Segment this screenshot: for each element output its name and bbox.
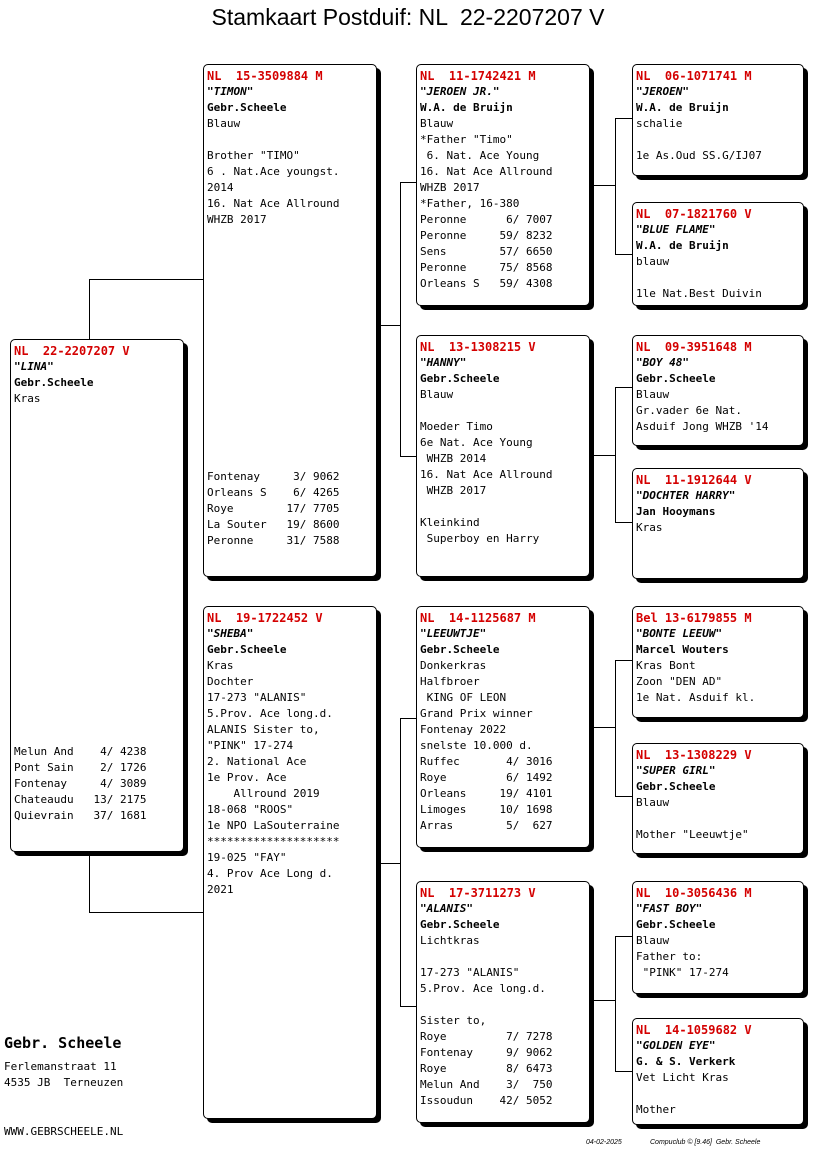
info-line: [636, 270, 803, 286]
info-line: 6 . Nat.Ace youngst.: [207, 165, 340, 178]
result-line: Chateaudu 13/ 2175: [14, 793, 147, 806]
info-line: Father to:: [636, 950, 703, 963]
ring-number: NL 06-1071741 M: [636, 69, 752, 83]
pigeon-name: "JEROEN JR.": [420, 85, 500, 98]
owner-name: Gebr.Scheele: [420, 643, 500, 656]
info-line: 6e Nat. Ace Young: [420, 436, 533, 449]
connector-line: [400, 718, 401, 1006]
info-line: Roye 7/ 7278: [420, 1030, 553, 1043]
info-line: [420, 949, 589, 965]
connector-line: [615, 522, 633, 523]
pigeon-card-mother-father: [416, 606, 590, 848]
pigeon-name: "HANNY": [420, 356, 467, 369]
page-title: Stamkaart Postduif: NL 22-2207207 V: [211, 4, 605, 30]
info-line: "PINK" 17-274: [207, 739, 294, 752]
result-line: Fontenay 3/ 9062: [207, 470, 340, 483]
owner-name: Gebr.Scheele: [420, 372, 500, 385]
info-line: [420, 403, 589, 419]
breeder-city: 4535 JB Terneuzen: [4, 1076, 124, 1089]
owner-name: Gebr.Scheele: [420, 918, 500, 931]
pigeon-card-mff: [632, 606, 804, 718]
result-line: Peronne 31/ 7588: [207, 534, 340, 547]
info-line: 1e NPO LaSouterraine: [207, 819, 340, 832]
info-line: snelste 10.000 d.: [420, 739, 533, 752]
info-line: Blauw: [207, 117, 241, 130]
connector-line: [400, 456, 417, 457]
owner-name: Gebr.Scheele: [207, 643, 287, 656]
owner-name: Gebr.Scheele: [636, 780, 716, 793]
pigeon-name: "SUPER GIRL": [636, 764, 716, 777]
pigeon-name: "GOLDEN EYE": [636, 1039, 716, 1052]
info-line: Kleinkind: [420, 516, 480, 529]
pigeon-name: "DOCHTER HARRY": [636, 489, 736, 502]
info-line: *Father, 16-380: [420, 197, 520, 210]
info-line: Roye 6/ 1492: [420, 771, 553, 784]
results-block: [207, 469, 339, 549]
info-line: *Father "Timo": [420, 133, 513, 146]
pigeon-name: "LINA": [14, 360, 54, 373]
connector-line: [615, 254, 633, 255]
pigeon-name: "ALANIS": [420, 902, 473, 915]
info-line: [207, 132, 376, 148]
connector-line: [615, 387, 633, 388]
info-line: Blauw: [636, 796, 670, 809]
info-line: Gr.vader 6e Nat.: [636, 404, 742, 417]
ring-number: NL 19-1722452 V: [207, 611, 323, 625]
info-line: [420, 997, 589, 1013]
owner-name: Gebr.Scheele: [636, 918, 716, 931]
info-line: 19-025 "FAY": [207, 851, 287, 864]
info-line: 1e Nat. Asduif kl.: [636, 691, 756, 704]
info-line: 5.Prov. Ace long.d.: [420, 982, 546, 995]
software-credit: Compuclub © [9.46] Gebr. Scheele: [650, 1139, 761, 1146]
owner-name: Gebr.Scheele: [14, 376, 94, 389]
info-line: Blauw: [636, 934, 670, 947]
info-line: Blauw: [420, 388, 454, 401]
ring-number: NL 14-1125687 M: [420, 611, 536, 625]
owner-name: W.A. de Bruijn: [636, 239, 729, 252]
pigeon-card-fmf: [632, 335, 804, 446]
breeder-name: Gebr. Scheele: [4, 1034, 122, 1052]
connector-line: [615, 660, 616, 796]
connector-line: [615, 936, 633, 937]
info-line: Asduif Jong WHZB '14: [636, 420, 769, 433]
pigeon-card-father: [203, 64, 377, 577]
info-line: 6. Nat. Ace Young: [420, 149, 540, 162]
info-line: Halfbroer: [420, 675, 480, 688]
pigeon-name: "LEEUWTJE": [420, 627, 487, 640]
ring-number: NL 15-3509884 M: [207, 69, 323, 83]
result-line: Roye 17/ 7705: [207, 502, 340, 515]
info-line: Blauw: [420, 117, 454, 130]
info-line: Lichtkras: [420, 934, 480, 947]
info-line: 2021: [207, 883, 234, 896]
info-line: ALANIS Sister to,: [207, 723, 320, 736]
info-line: Peronne 6/ 7007: [420, 213, 553, 226]
info-line: 4. Prov Ace Long d.: [207, 867, 333, 880]
connector-line: [615, 936, 616, 1071]
connector-line: [615, 1071, 633, 1072]
breeder-street: Ferlemanstraat 11: [4, 1060, 117, 1073]
ring-number: NL 17-3711273 V: [420, 886, 536, 900]
info-line: Grand Prix winner: [420, 707, 533, 720]
info-line: Allround 2019: [207, 787, 320, 800]
ring-number: NL 13-1308229 V: [636, 748, 752, 762]
connector-line: [378, 325, 400, 326]
info-line: 5.Prov. Ace long.d.: [207, 707, 333, 720]
info-line: Mother: [636, 1103, 676, 1116]
owner-name: Jan Hooymans: [636, 505, 716, 518]
result-line: La Souter 19/ 8600: [207, 518, 340, 531]
connector-line: [89, 279, 90, 341]
info-line: [636, 811, 803, 827]
connector-line: [591, 185, 615, 186]
info-line: 16. Nat Ace Allround: [420, 165, 553, 178]
pigeon-card-father-mother: [416, 335, 590, 577]
info-line: WHZB 2017: [420, 484, 487, 497]
pigeon-card-mfm: [632, 743, 804, 854]
info-line: Donkerkras: [420, 659, 487, 672]
pigeon-card-fff: [632, 64, 804, 176]
info-line: Kras: [207, 659, 234, 672]
pigeon-card-ffm: [632, 202, 804, 306]
print-date: 04-02-2025: [586, 1139, 622, 1146]
connector-line: [615, 660, 633, 661]
info-line: 1e Prov. Ace: [207, 771, 287, 784]
info-line: schalie: [636, 117, 683, 130]
info-line: Sister to,: [420, 1014, 487, 1027]
info-line: 17-273 "ALANIS": [207, 691, 307, 704]
pigeon-card-mother-mother: [416, 881, 590, 1123]
results-block: [14, 744, 146, 824]
connector-line: [591, 455, 615, 456]
info-line: [420, 499, 589, 515]
connector-line: [615, 118, 616, 254]
info-line: Zoon "DEN AD": [636, 675, 723, 688]
info-line: Superboy en Harry: [420, 532, 540, 545]
pigeon-card-subject: [10, 339, 184, 852]
info-line: Roye 8/ 6473: [420, 1062, 553, 1075]
info-line: Issoudun 42/ 5052: [420, 1094, 553, 1107]
info-line: Orleans S 59/ 4308: [420, 277, 553, 290]
connector-line: [615, 118, 633, 119]
info-line: 1e As.Oud SS.G/IJ07: [636, 149, 762, 162]
pigeon-name: "BONTE LEEUW": [636, 627, 723, 640]
result-line: Pont Sain 2/ 1726: [14, 761, 147, 774]
connector-line: [400, 182, 401, 456]
info-line: 16. Nat Ace Allround: [207, 197, 340, 210]
info-line: 18-068 "ROOS": [207, 803, 294, 816]
ring-number: NL 13-1308215 V: [420, 340, 536, 354]
info-line: Kras: [636, 521, 663, 534]
info-line: Moeder Timo: [420, 420, 493, 433]
info-line: Kras: [14, 392, 41, 405]
info-line: Fontenay 2022: [420, 723, 507, 736]
pigeon-card-mother: [203, 606, 377, 1119]
connector-line: [400, 182, 417, 183]
info-line: [636, 132, 803, 148]
info-line: Mother "Leeuwtje": [636, 828, 749, 841]
owner-name: Gebr.Scheele: [207, 101, 287, 114]
info-line: Melun And 3/ 750: [420, 1078, 553, 1091]
pigeon-name: "BLUE FLAME": [636, 223, 716, 236]
pigeon-name: "FAST BOY": [636, 902, 703, 915]
pigeon-card-mmf: [632, 881, 804, 994]
info-line: 17-273 "ALANIS": [420, 966, 520, 979]
ring-number: NL 11-1742421 M: [420, 69, 536, 83]
pigeon-card-mmm: [632, 1018, 804, 1125]
ring-number: NL 09-3951648 M: [636, 340, 752, 354]
info-line: 1le Nat.Best Duivin: [636, 287, 762, 300]
ring-number: NL 22-2207207 V: [14, 344, 130, 358]
info-line: 16. Nat Ace Allround: [420, 468, 553, 481]
pigeon-name: "SHEBA": [207, 627, 254, 640]
owner-name: Gebr.Scheele: [636, 372, 716, 385]
breeder-website[interactable]: WWW.GEBRSCHEELE.NL: [4, 1125, 124, 1138]
connector-line: [615, 387, 616, 522]
owner-name: Marcel Wouters: [636, 643, 729, 656]
info-line: WHZB 2014: [420, 452, 487, 465]
ring-number: Bel 13-6179855 M: [636, 611, 752, 625]
ring-number: NL 07-1821760 V: [636, 207, 752, 221]
info-line: Brother "TIMO": [207, 149, 300, 162]
info-line: Orleans 19/ 4101: [420, 787, 553, 800]
info-line: Dochter: [207, 675, 254, 688]
info-line: Limoges 10/ 1698: [420, 803, 553, 816]
info-line: "PINK" 17-274: [636, 966, 729, 979]
ring-number: NL 11-1912644 V: [636, 473, 752, 487]
info-line: Ruffec 4/ 3016: [420, 755, 553, 768]
pigeon-card-fmm: [632, 468, 804, 579]
info-line: Peronne 59/ 8232: [420, 229, 553, 242]
connector-line: [591, 1000, 615, 1001]
connector-line: [89, 853, 90, 912]
owner-name: W.A. de Bruijn: [420, 101, 513, 114]
result-line: Quievrain 37/ 1681: [14, 809, 147, 822]
connector-line: [378, 863, 400, 864]
info-line: Vet Licht Kras: [636, 1071, 729, 1084]
info-line: Fontenay 9/ 9062: [420, 1046, 553, 1059]
ring-number: NL 10-3056436 M: [636, 886, 752, 900]
info-line: 2. National Ace: [207, 755, 307, 768]
connector-line: [400, 718, 417, 719]
pigeon-name: "BOY 48": [636, 356, 689, 369]
ring-number: NL 14-1059682 V: [636, 1023, 752, 1037]
pigeon-card-father-father: [416, 64, 590, 306]
info-line: Kras Bont: [636, 659, 696, 672]
connector-line: [615, 796, 633, 797]
info-line: 2014: [207, 181, 234, 194]
connector-line: [400, 1006, 417, 1007]
info-line: WHZB 2017: [420, 181, 480, 194]
info-line: WHZB 2017: [207, 213, 267, 226]
info-line: Peronne 75/ 8568: [420, 261, 553, 274]
pigeon-name: "TIMON": [207, 85, 254, 98]
pigeon-name: "JEROEN": [636, 85, 689, 98]
owner-name: G. & S. Verkerk: [636, 1055, 736, 1068]
info-line: ********************: [207, 835, 340, 848]
connector-line: [591, 727, 615, 728]
result-line: Fontenay 4/ 3089: [14, 777, 147, 790]
connector-line: [89, 912, 204, 913]
connector-line: [89, 279, 204, 280]
info-line: blauw: [636, 255, 670, 268]
result-line: Melun And 4/ 4238: [14, 745, 147, 758]
info-line: KING OF LEON: [420, 691, 507, 704]
info-line: [636, 1086, 803, 1102]
info-line: Arras 5/ 627: [420, 819, 553, 832]
info-line: Blauw: [636, 388, 670, 401]
owner-name: W.A. de Bruijn: [636, 101, 729, 114]
result-line: Orleans S 6/ 4265: [207, 486, 340, 499]
info-line: Sens 57/ 6650: [420, 245, 553, 258]
